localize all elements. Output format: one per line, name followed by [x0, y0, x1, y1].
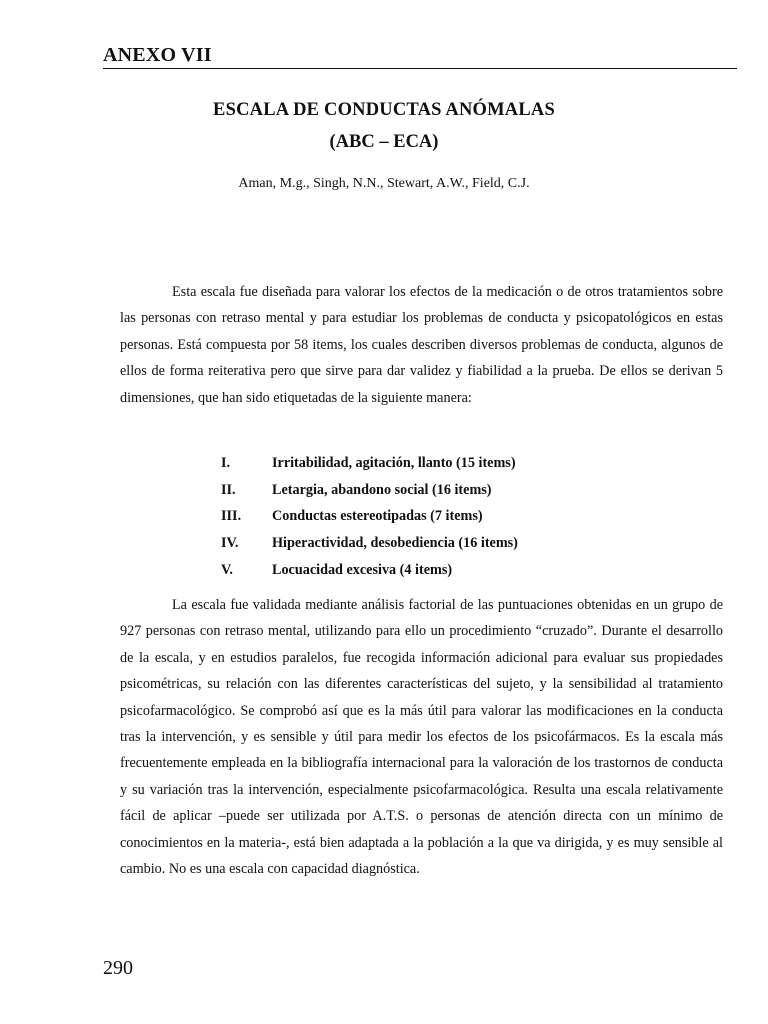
dimension-number: IV. [221, 534, 239, 551]
dimensions-list [221, 450, 518, 583]
page-number: 290 [103, 957, 133, 979]
intro-paragraph: Esta escala fue diseñada para valorar los efectos de la medicación o de otros tratamientos sobre las personas con retraso mental y para estudiar los problemas de conducta y psicopatológicos en estas personas. Está compuesta por 58 items, los cuales describen diversos problemas de conducta, algunos de ellos de forma reiterativa pero que sirve para dar validez y fiabilidad a la prueba. De ellos se derivan 5 dimensiones, que han sido etiquetadas de la siguiente manera: [120, 284, 723, 406]
dimension-item [221, 530, 518, 557]
dimension-item [221, 557, 518, 584]
annex-header [103, 44, 737, 69]
dimension-item [221, 450, 518, 477]
dimension-label: Locuacidad excesiva (4 items) [272, 561, 453, 578]
scale-acronym: (ABC – ECA) [329, 132, 439, 152]
dimension-label: Hiperactividad, desobediencia (16 items) [272, 534, 518, 551]
dimension-item [221, 503, 518, 530]
dimension-label: Conductas estereotipadas (7 items) [272, 508, 483, 525]
dimension-number: II. [221, 481, 236, 498]
authors-line: Aman, M.g., Singh, N.N., Stewart, A.W., Field, C.J. [238, 176, 530, 191]
scale-title: ESCALA DE CONDUCTAS ANÓMALAS [213, 100, 555, 120]
dimension-number: III. [221, 508, 242, 525]
dimension-number: V. [221, 561, 233, 578]
validation-paragraph: La escala fue validada mediante análisis factorial de las puntuaciones obtenidas en un grupo de 927 personas con retraso mental, utilizando para ello un procedimiento “cruzado”. Durante el desarrollo de la escala, y en estudios paralelos, fue recogida información adicional para evaluar sus propiedades psicométricas, su relación con las diferentes características del sujeto, y la sensibilidad al tratamiento psicofarmacológico. Se comprobó así que es la más útil para valorar las modificaciones en la conducta tras la intervención, y es sensible y útil para medir los efectos de los psicofármacos. Es la escala más frecuentemente empleada en la bibliografía internacional para la valoración de los trastornos de conducta y su variación tras la intervención, especialmente psicofarmacológica. Resulta una escala relativamente fácil de aplicar –puede ser utilizada por A.T.S. o personas de atención directa con un mínimo de conocimientos en la materia-, está bien adaptada a la población a la que va dirigida, y es muy sensible al cambio. No es una escala con capacidad diagnóstica. [120, 597, 723, 878]
dimension-number: I. [221, 454, 231, 471]
dimension-label: Letargia, abandono social (16 items) [272, 481, 492, 498]
annex-title: ANEXO VII [103, 44, 212, 66]
dimension-item [221, 477, 518, 504]
dimension-label: Irritabilidad, agitación, llanto (15 items) [272, 454, 516, 471]
